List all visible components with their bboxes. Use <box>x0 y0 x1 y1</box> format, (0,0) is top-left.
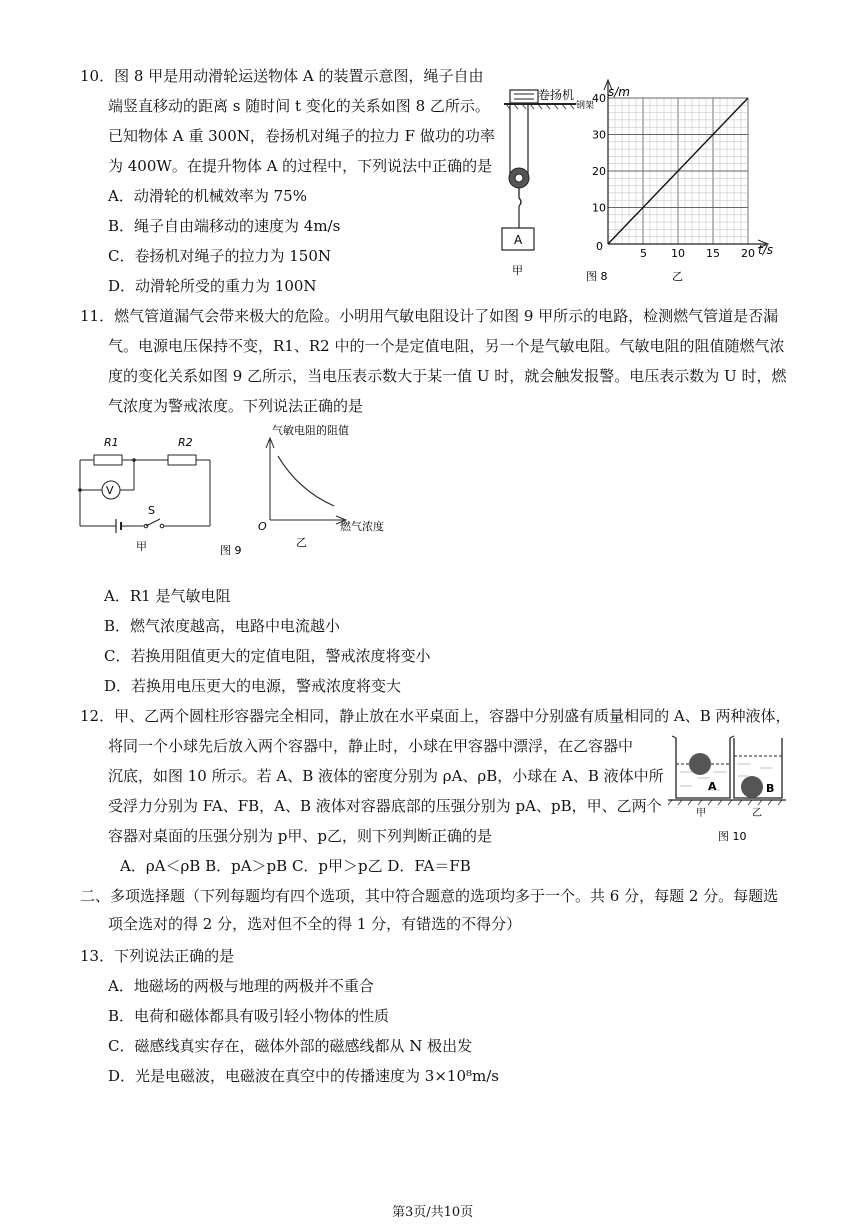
x-tick-label: 20 <box>741 247 755 260</box>
q13-option-d: D．光是电磁波，电磁波在真空中的传播速度为 3×10⁸m/s <box>108 1067 499 1085</box>
liquid-a-hatch <box>680 772 726 790</box>
hook <box>519 188 521 206</box>
q12-line-3: 沉底，如图 10 所示。若 A、B 液体的密度分别为 ρA、ρB，小球在 A、B 液体中所 <box>108 767 664 785</box>
q11-option-a: A．R1 是气敏电阻 <box>104 587 231 605</box>
q11-line-2: 气。电源电压保持不变，R1、R2 中的一个是定值电阻，另一个是气敏电阻。气敏电阻的阻值随燃气浓 <box>108 337 785 355</box>
x-tick-label: 15 <box>706 247 720 260</box>
figure-9-circuit <box>72 430 222 560</box>
block-a-label: A <box>514 233 523 247</box>
q11-line-4: 气浓度为警戒浓度。下列说法正确的是 <box>108 397 364 415</box>
switch-contact <box>160 524 164 528</box>
pulley-axle <box>515 174 523 182</box>
resistor-r1 <box>94 455 122 465</box>
fig8-yi-label: 乙 <box>672 270 683 283</box>
x-tick-label: 10 <box>671 247 685 260</box>
q10-line-4: 为 400W。在提升物体 A 的过程中，下列说法中正确的是 <box>108 157 493 175</box>
resistor-r2 <box>168 455 196 465</box>
x-tick-label: 5 <box>640 247 647 260</box>
page-number: 第3页/共10页 <box>392 1205 474 1220</box>
y-tick-label: 30 <box>592 128 606 142</box>
q10-line-1: 10．图 8 甲是用动滑轮运送物体 A 的装置示意图，绳子自由 <box>80 67 484 85</box>
ball-floating <box>689 753 711 775</box>
section-2-line-2: 项全选对的得 2 分，选对但不全的得 1 分，有错选的不得分） <box>108 915 522 933</box>
fig8-jia-label: 甲 <box>512 264 523 277</box>
q10-line-3: 已知物体 A 重 300N，卷扬机对绳子的拉力 F 做功的功率 <box>108 127 495 145</box>
q11-line-3: 度的变化关系如图 9 乙所示，当电压表示数大于某一值 U 时，就会触发报警。电压表示数为 U 时，燃 <box>108 367 787 385</box>
frame-label: 钢架 <box>576 101 595 111</box>
y-tick-label: 20 <box>592 165 606 178</box>
y-tick-label: 40 <box>592 92 606 105</box>
q13-option-a: A．地磁场的两极与地理的两极并不重合 <box>108 977 374 995</box>
graph-xlabel: 燃气浓度 <box>340 520 384 533</box>
graph-ylabel: 气敏电阻的阻值 <box>272 424 349 437</box>
q11-option-b: B．燃气浓度越高，电路中电流越小 <box>104 617 341 635</box>
chart-origin: 0 <box>596 240 603 253</box>
switch-arm <box>146 519 160 526</box>
winch-label: 卷扬机 <box>538 88 575 102</box>
q13-option-b: B．电荷和磁体都具有吸引轻小物体的性质 <box>108 1007 390 1025</box>
q12-line-4: 受浮力分别为 FA、FB，A、B 液体对容器底部的压强分别为 pA、pB，甲、乙两个 <box>108 797 662 815</box>
q12-line-5: 容器对桌面的压强分别为 p甲、p乙，则下列判断正确的是 <box>108 827 492 845</box>
liquid-a-label: A <box>708 780 717 793</box>
winch-box <box>510 90 538 103</box>
q10-option-a: A．动滑轮的机械效率为 75% <box>108 187 307 205</box>
figure-9-graph <box>212 420 412 560</box>
r2-label: R2 <box>178 436 193 449</box>
fig9-jia-label: 甲 <box>136 540 147 553</box>
fig8-caption: 图 8 <box>586 270 608 283</box>
y-tick-label: 10 <box>592 201 606 215</box>
table-hatch <box>668 800 782 805</box>
q10-option-b: B．绳子自由端移动的速度为 4m/s <box>108 217 341 235</box>
q10-line-2: 端竖直移动的距离 s 随时间 t 变化的关系如图 8 乙所示。 <box>108 97 490 115</box>
q13-stem: 13．下列说法正确的是 <box>80 947 235 965</box>
liquid-b-hatch <box>738 764 772 776</box>
ball-sunk <box>741 776 763 798</box>
q11-option-c: C．若换用阻值更大的定值电阻，警戒浓度将变小 <box>104 647 431 665</box>
q11-line-1: 11．燃气管道漏气会带来极大的危险。小明用气敏电阻设计了如图 9 甲所示的电路，检测燃气管道是否漏 <box>80 307 779 325</box>
fig9-caption: 图 9 <box>220 544 242 557</box>
chart-ylabel: s/m <box>608 85 630 99</box>
switch-label: S <box>148 504 155 517</box>
q12-line-2: 将同一个小球先后放入两个容器中，静止时，小球在甲容器中漂浮，在乙容器中 <box>108 737 634 755</box>
r1-label: R1 <box>104 436 119 449</box>
junction <box>78 488 82 492</box>
figure-8-chart <box>586 70 790 290</box>
graph-curve <box>278 456 334 506</box>
graph-origin: O <box>258 520 267 533</box>
voltmeter-label: V <box>106 484 114 497</box>
container-lip <box>672 736 734 738</box>
section-2-line-1: 二、多项选择题（下列每题均有四个选项，其中符合题意的选项均多于一个。共 6 分，每题 2 分。每题选 <box>80 887 779 905</box>
figure-8-pulley <box>496 80 596 280</box>
q10-option-d: D．动滑轮所受的重力为 100N <box>108 277 317 295</box>
liquid-b-label: B <box>766 782 775 795</box>
q13-option-c: C．磁感线真实存在，磁体外部的磁感线都从 N 极出发 <box>108 1037 473 1055</box>
q12-line-1: 12．甲、乙两个圆柱形容器完全相同，静止放在水平桌面上，容器中分别盛有质量相同的 A、B 两种液体， <box>80 707 791 725</box>
chart-xlabel: t/s <box>758 243 773 257</box>
q11-option-d: D．若换用电压更大的电源，警戒浓度将变大 <box>104 677 402 695</box>
q10-option-c: C．卷扬机对绳子的拉力为 150N <box>108 247 332 265</box>
fig9-yi-label: 乙 <box>296 536 307 549</box>
fig10-jia-label: 甲 <box>696 808 706 819</box>
q12-options: A．ρA＜ρB B．pA＞pB C．p甲＞p乙 D．FA＝FB <box>120 857 471 875</box>
figure-10 <box>668 734 788 846</box>
fig10-yi-label: 乙 <box>752 808 762 819</box>
fig10-caption: 图 10 <box>718 830 747 843</box>
